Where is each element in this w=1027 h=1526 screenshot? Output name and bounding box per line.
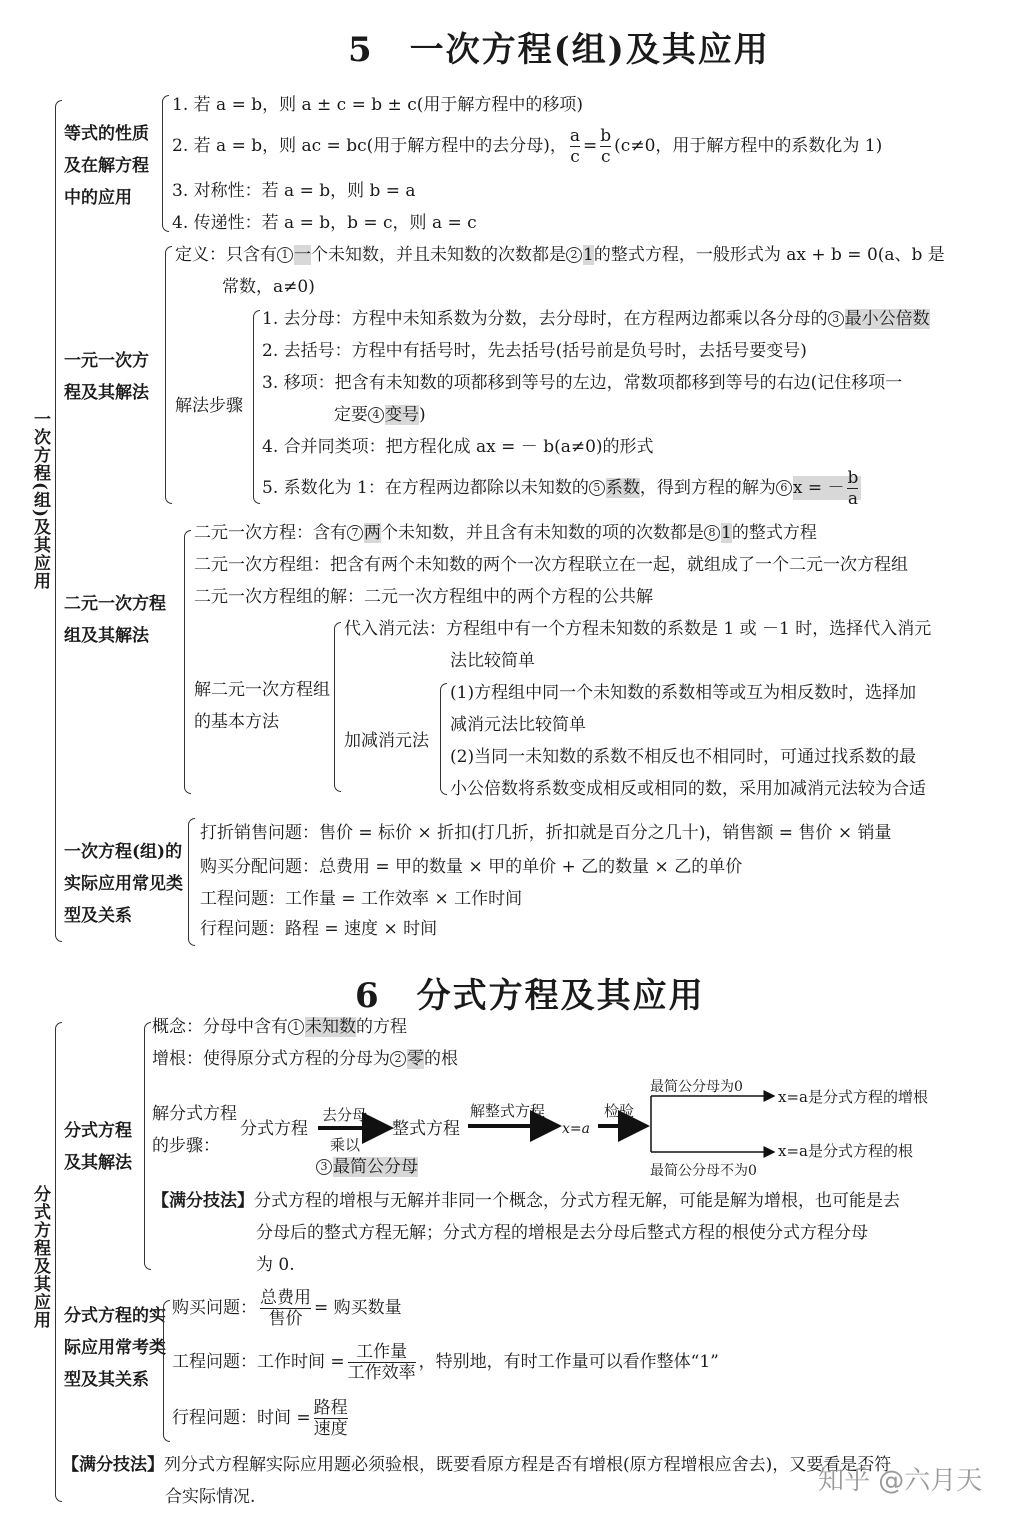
s6-final-tip-2: 合实际情况. [165,1487,256,1507]
travel-problem: 行程问题：路程 = 速度 × 时间 [200,919,438,939]
final-tip-tag: 【满分技法】 [62,1455,164,1475]
fraction-a-c: $\frac{a}{c}$ [569,126,581,167]
linear-equation-label: 一元一次方程及其解法 [64,351,149,403]
section-6-vertical-label: 分式方程及其应用 [30,1185,50,1329]
solve-methods-label: 解二元一次方程组的基本方法 [194,680,330,732]
g1-equals: = [583,136,598,156]
flow-branch-bottom: 最简公分母不为0 [650,1163,757,1179]
flow-arrow3-top: 检验 [604,1102,635,1120]
elimination-method-label: 加减消元法 [344,731,429,751]
flow-branch-top: 最简公分母为0 [650,1079,743,1095]
step-4: 4. 合并同类项：把方程化成 ax = － b(a≠0)的形式 [262,437,654,457]
step-1: 1. 去分母：方程中未知系数为分数，去分母时，在方程两边都乘以各分母的 3 最小公倍数 [262,309,930,329]
elimination-1: (1)方程组中同一个未知数的系数相等或互为相反数时，选择加 [450,683,917,703]
flow-branch-top-result: x=a是分式方程的增根 [778,1088,928,1106]
flow-integral-equation: 整式方程 [392,1119,460,1139]
flow-arrow2-top: 解整式方程 [470,1102,546,1120]
g3-line-1: 二元一次方程：含有 7 两个未知数，并且含有未知数的项的次数都是 8 1的整式方程 [194,523,817,543]
fraction-cost-price: $\frac{\text{总费用}}{\text{售价}}$ [260,1288,311,1329]
elimination-2-cont: 小公倍数将系数变成相反或相同的数，采用加减消元法较为合适 [450,779,926,799]
step-3: 3. 移项：把含有未知数的项都移到等号的左边，常数项都移到等号的右边(记住移项一 [262,373,903,393]
fraction-application-label: 分式方程的实际应用常考类型及其关系 [64,1306,166,1390]
fraction-equation-label: 分式方程及其解法 [64,1121,132,1173]
g2-definition: 定义：只含有 1 一个未知数，并且未知数的次数都是 2 1的整式方程，一般形式为 ax + b = 0(a、b 是 [175,245,945,265]
g2-definition-cont: 常数，a≠0) [222,277,315,297]
flow-x-equals-a: x=a [562,1121,590,1137]
fraction-travel-problem: 行程问题：时间 = $\frac{\text{路程}}{\text{速度}}$ [172,1398,348,1439]
s6-tip-2: 分母后的整式方程无解；分式方程的增根是去分母后整式方程的根使分式方程分母 [256,1223,868,1243]
fraction-work-efficiency: $\frac{\text{工作量}}{\text{工作效率}}$ [347,1342,416,1383]
work-problem: 工程问题：工作量 = 工作效率 × 工作时间 [200,889,523,909]
elimination-2: (2)当同一未知数的系数不相反也不相同时，可通过找系数的最 [450,747,917,767]
step-5: 5. 系数化为 1：在方程两边都除以未知数的 5 系数，得到方程的解为 6 x = － $\frac{b}{a}$ [262,468,861,509]
fraction-b-c: $\frac{b}{c}$ [600,126,612,167]
step-3-cont: 定要 4 变号) [334,405,426,425]
flow-arrow1-bottom: 乘以 [330,1136,361,1154]
fraction-purchase-problem: 购买问题： $\frac{\text{总费用}}{\text{售价}}$ = 购买数量 [172,1288,402,1329]
g1-line-2b: (c≠0，用于解方程中的系数化为 1) [614,136,883,156]
g1-line-2a: 2. 若 a = b，则 ac = bc(用于解方程中的去分母)， [172,136,567,156]
g1-line-1: 1. 若 a = b，则 a ± c = b ± c(用于解方程中的移项) [172,95,583,115]
g3-line-3: 二元一次方程组的解：二元一次方程组中的两个方程的公共解 [194,587,653,607]
fraction-steps-label: 解分式方程的步骤： [152,1104,237,1156]
section-5-title: 5 一次方程(组)及其应用 [348,30,770,70]
elimination-1-cont: 减消元法比较简单 [450,715,586,735]
application-types-label: 一次方程(组)的实际应用常见类型及关系 [64,842,183,926]
binary-equation-label: 二元一次方程组及其解法 [64,594,166,646]
substitution-method: 代入消元法：方程组中有一个方程未知数的系数是 1 或 －1 时，选择代入消元 [344,619,932,639]
concept-line: 概念：分母中含有 1 未知数的方程 [152,1017,407,1037]
flow-branch-bottom-result: x=a是分式方程的根 [778,1142,913,1160]
g1-line-3: 3. 对称性：若 a = b，则 b = a [172,181,416,201]
step-2: 2. 去括号：方程中有括号时，先去括号(括号前是负号时，去括号要变号) [262,341,807,361]
discount-problem: 打折销售问题：售价 = 标价 × 折扣(打几折，折扣就是百分之几十)，销售额 = 售价 × 销量 [200,823,892,843]
substitution-method-cont: 法比较简单 [450,651,535,671]
g1-line-4: 4. 传递性：若 a = b，b = c，则 a = c [172,213,477,233]
s6-final-tip-1: 【满分技法】列分式方程解实际应用题必须验根，既要看原方程是否有增根(原方程增根应舍去)，又要看是否符 [62,1455,892,1475]
equality-properties-label: 等式的性质及在解方程中的应用 [64,124,149,208]
section-5-vertical-label: 一次方程(组)及其应用 [30,410,50,591]
flow-arrow1-top: 去分母 [322,1106,368,1124]
s6-tip-3: 为 0. [256,1255,295,1275]
extraneous-root-line: 增根：使得原分式方程的分母为 2 零的根 [152,1049,458,1069]
s6-group2-brace [163,1300,170,1442]
fraction-distance-speed: $\frac{\text{路程}}{\text{速度}}$ [313,1398,348,1439]
solving-steps-label: 解法步骤 [175,396,243,416]
flow-fraction-equation: 分式方程 [240,1119,308,1139]
section-6-title: 6 分式方程及其应用 [355,976,705,1016]
fraction-b-a: $\frac{b}{a}$ [847,468,859,509]
full-score-tip-tag: 【满分技法】 [152,1191,254,1211]
s6-tip-1: 【满分技法】分式方程的增根与无解并非同一个概念，分式方程无解，可能是解为增根，也可能是去 [152,1191,900,1211]
fraction-work-problem: 工程问题：工作时间 = $\frac{\text{工作量}}{\text{工作效率}}$ ，特别地，有时工作量可以看作整体“1” [172,1342,719,1383]
g3-line-2: 二元一次方程组：把含有两个未知数的两个一次方程联立在一起，就组成了一个二元一次方程组 [194,555,908,575]
purchase-problem: 购买分配问题：总费用 = 甲的数量 × 甲的单价 + 乙的数量 × 乙的单价 [200,857,743,877]
flow-lcd: 3 最简公分母 [316,1156,418,1178]
watermark: 知乎 @六月天 [818,1466,983,1496]
